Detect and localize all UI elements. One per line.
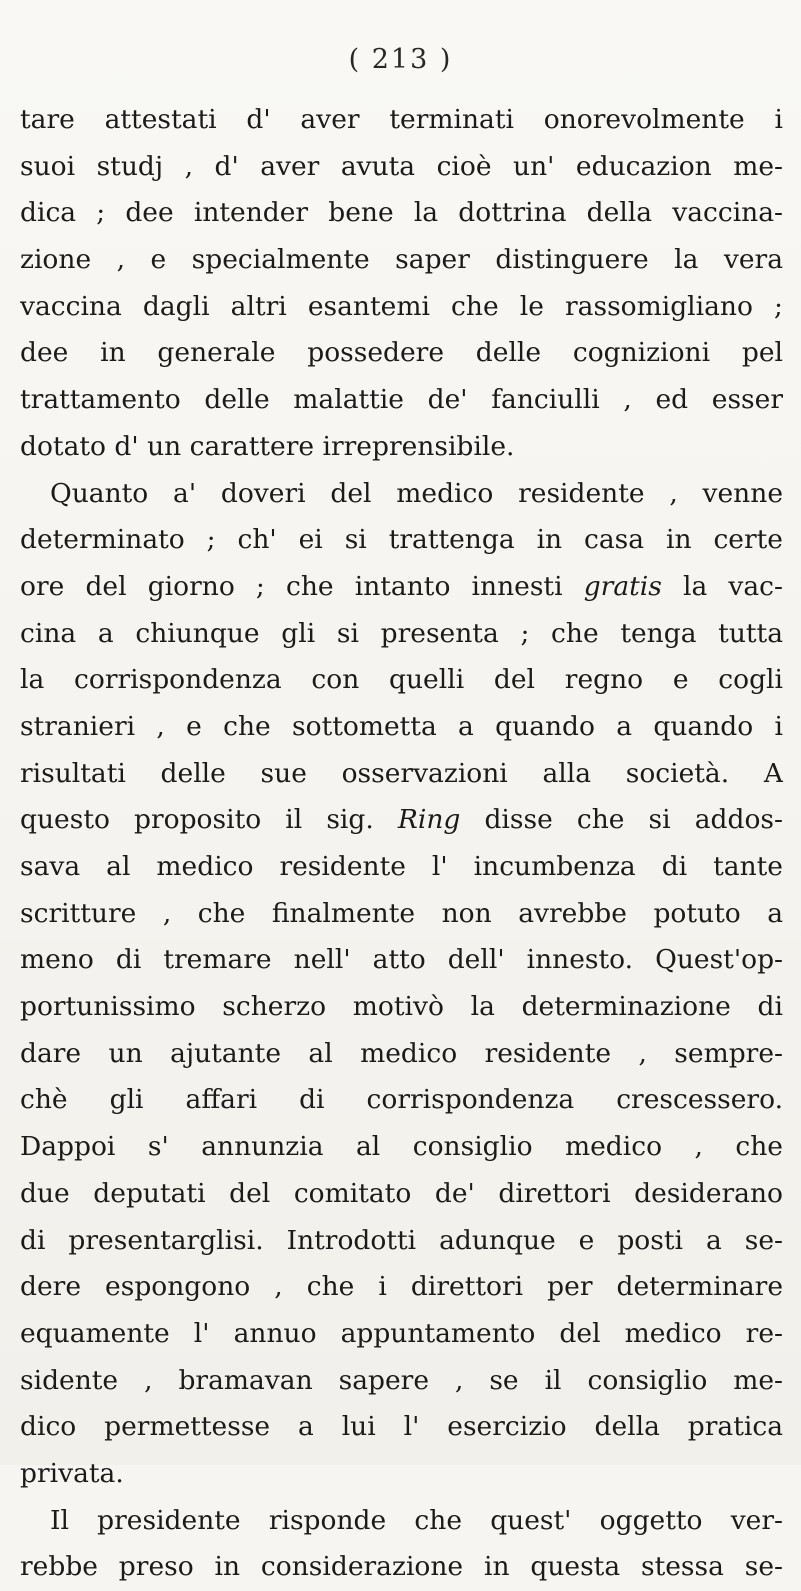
- text-line: equamente l' annuo appuntamento del medico re-: [20, 1317, 783, 1349]
- text-line: dico permettesse a lui l' esercizio della pratica: [20, 1411, 783, 1443]
- text-line: sidente , bramavan sapere , se il consiglio me-: [20, 1364, 783, 1396]
- text-line: dee in generale possedere delle cognizioni pel: [20, 337, 783, 369]
- body-text: [20, 97, 783, 1591]
- text-line: portunissimo scherzo motivò la determinazione di: [20, 991, 783, 1023]
- text-line: privata.: [20, 1457, 124, 1489]
- text-line: la corrispondenza con quelli del regno e cogli: [20, 664, 783, 696]
- text-line: chè gli affari di corrispondenza crescessero.: [20, 1084, 783, 1116]
- text-line: sava al medico residente l' incumbenza di tante: [20, 851, 783, 882]
- text-line: vaccina dagli altri esantemi che le rassomigliano ;: [20, 290, 783, 322]
- text-line: due deputati del comitato de' direttori desiderano: [20, 1177, 783, 1209]
- text-line: meno di tremare nell' atto dell' innesto. Quest'op-: [20, 944, 783, 976]
- text-line: dere espongono , che i direttori per determinare: [20, 1271, 783, 1303]
- text-segment: questo proposito il sig.: [20, 804, 374, 836]
- text-line: dica ; dee intender bene la dottrina della vaccina-: [20, 197, 783, 229]
- text-line: rebbe preso in considerazione in questa stessa se-: [20, 1551, 783, 1583]
- text-line: stranieri , e che sottometta a quando a quando i: [20, 710, 783, 742]
- text-line: Dappoi s' annunzia al consiglio medico , che: [20, 1131, 783, 1163]
- text-segment: ore del giorno ; che intanto innesti: [20, 570, 563, 602]
- text-line: risultati delle sue osservazioni alla società. A: [20, 757, 783, 789]
- text-line: determinato ; ch' ei si trattenga in casa in certe: [20, 524, 783, 556]
- text-line: di presentarglisi. Introdotti adunque e posti a se-: [20, 1224, 783, 1256]
- italic-name: Ring: [397, 804, 461, 836]
- text-line: dare un ajutante al medico residente , sempre-: [20, 1037, 783, 1069]
- text-line: cina a chiunque gli si presenta ; che tenga tutta: [20, 617, 783, 649]
- text-line: Quanto a' doveri del medico residente , venne: [50, 477, 783, 509]
- text-line: suoi studj , d' aver avuta cioè un' educazion me-: [20, 150, 783, 182]
- page-number: ( 213 ): [348, 44, 453, 75]
- text-line: Il presidente risponde che quest' oggetto ver-: [50, 1504, 783, 1536]
- text-line: scritture , che finalmente non avrebbe potuto a: [20, 897, 783, 929]
- text-line: dotato d' un carattere irreprensibile.: [20, 430, 515, 462]
- text-line: trattamento delle malattie de' fanciulli , ed esser: [20, 384, 783, 416]
- text-segment: la vac-: [683, 570, 783, 602]
- text-line-with-italic: [20, 564, 783, 611]
- text-line: zione , e specialmente saper distinguere la vera: [20, 244, 783, 276]
- text-line-with-italic: [20, 797, 783, 844]
- italic-term: gratis: [583, 570, 662, 602]
- text-line: tare attestati d' aver terminati onorevolmente i: [20, 104, 783, 135]
- text-segment: disse che si addos-: [484, 804, 783, 836]
